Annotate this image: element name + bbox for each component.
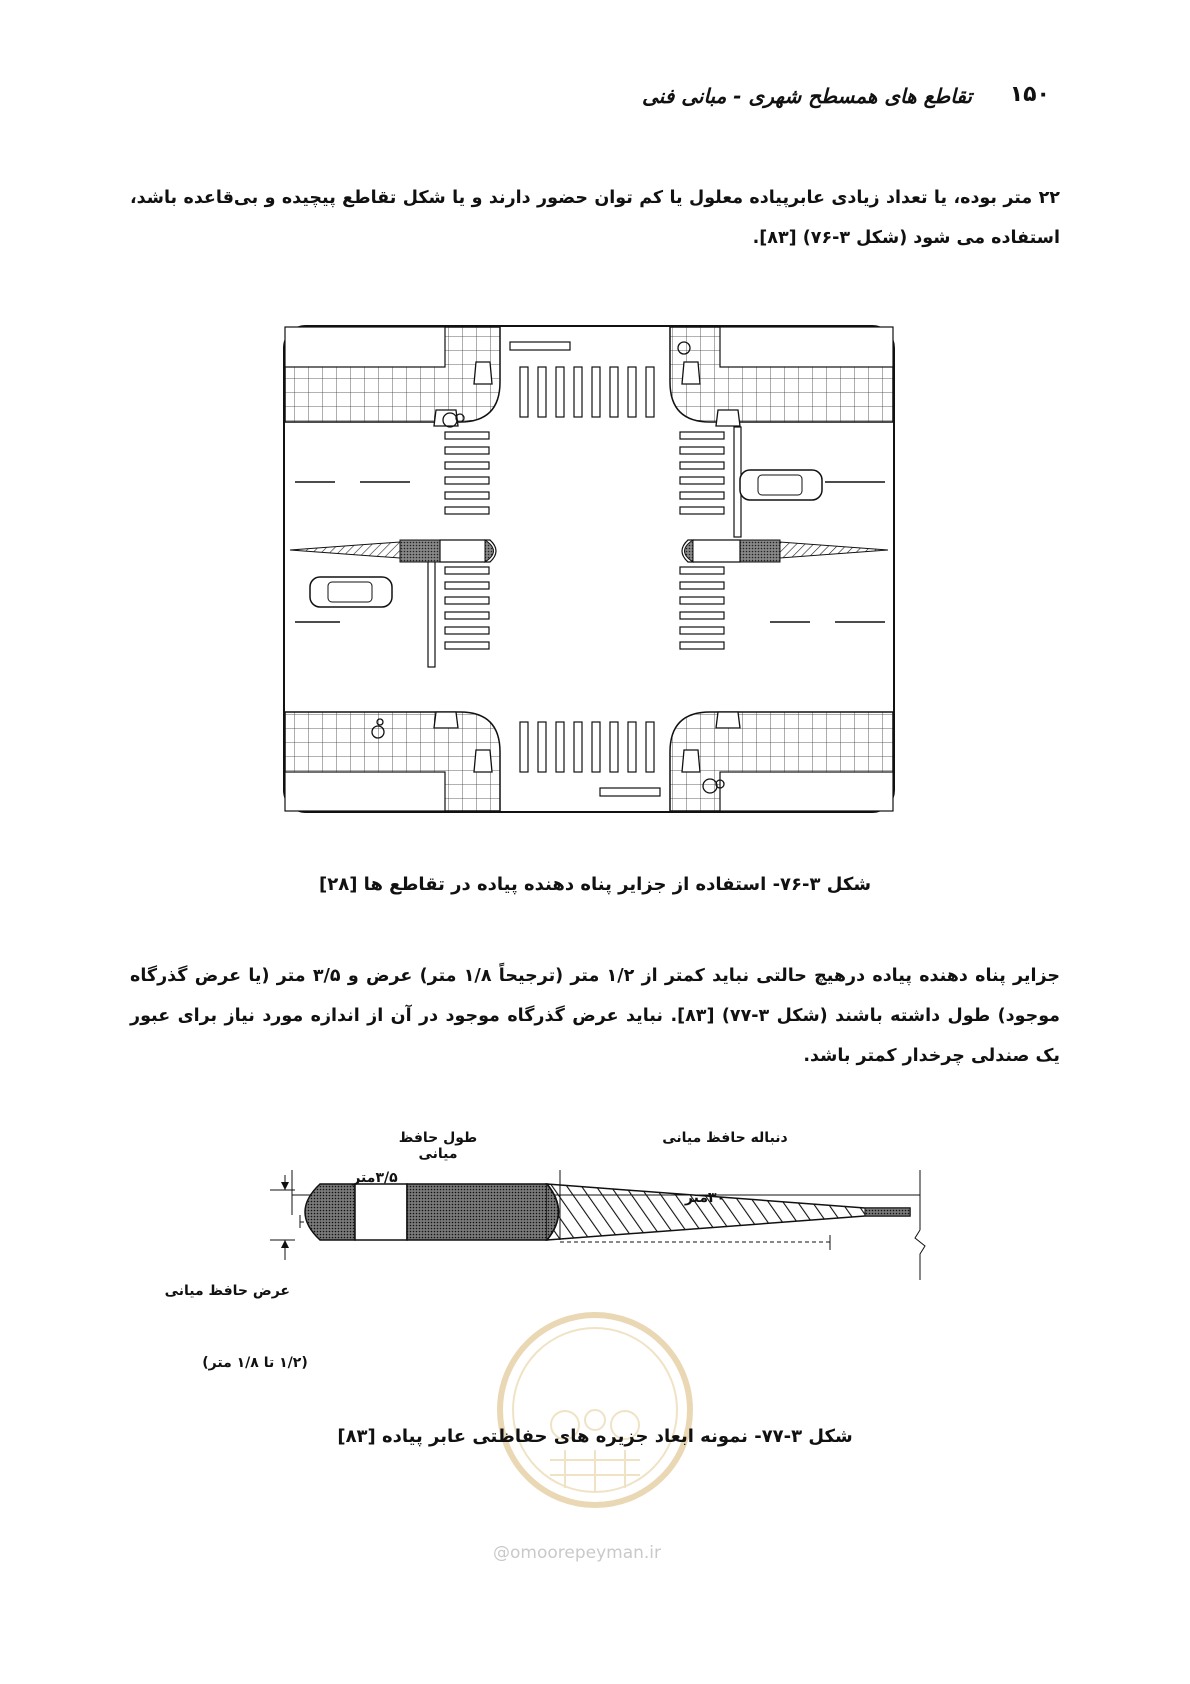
page-number: ۱۵۰ [1009,82,1050,107]
figure-77-caption: شکل ۳-۷۷- نمونه ابعاد جزیره های حفاظتی عابر پیاده [۸۳] [337,1426,853,1447]
running-title: تقاطع های همسطح شهری - مبانی فنی [642,84,972,108]
dimension-3-5m: ۳/۵متر [352,1170,398,1186]
figure-76-caption: شکل ۳-۷۶- استفاده از جزایر پناه دهنده پیاده در تقاطع ها [۲۸] [318,874,872,895]
label-median-width: عرض حافظ میانی [164,1283,290,1299]
car-icon [310,577,392,607]
label-width-range: (۱/۲ تا ۱/۸ متر) [202,1355,308,1371]
dimension-30m: ۳۰متر [684,1190,726,1206]
watermark-seal-logo [495,1310,695,1510]
car-icon [740,470,822,500]
watermark-site: @omoorepeyman.ir [493,1543,662,1563]
label-median-length: طول حافظ میانی [398,1130,478,1162]
label-median-tail: دنباله حافظ میانی [662,1130,788,1146]
body-paragraph-1: ۲۲ متر بوده، یا تعداد زیادی عابرپیاده معلول یا کم توان حضور دارند و یا شکل تقاطع پیچیده و بی‌قاعده باشد، استفاده می شود (شکل ۳-۷۶) [۸۳]. [130,188,1060,248]
body-paragraph-2: جزایر پناه دهنده پیاده درهیچ حالتی نباید کمتر از ۱/۲ متر (ترجیحاً ۱/۸ متر) عرض و ۳/۵ متر (یا عرض گذرگاه موجود) طول داشته باشند (شکل ۳-۷۷) [۸۳]. نباید عرض گذرگاه موجود در آن از اندازه مورد نیاز برای عبور یک صندلی چرخدار کمتر باشد. [130,966,1060,1066]
intersection-plan-figure [280,322,900,822]
